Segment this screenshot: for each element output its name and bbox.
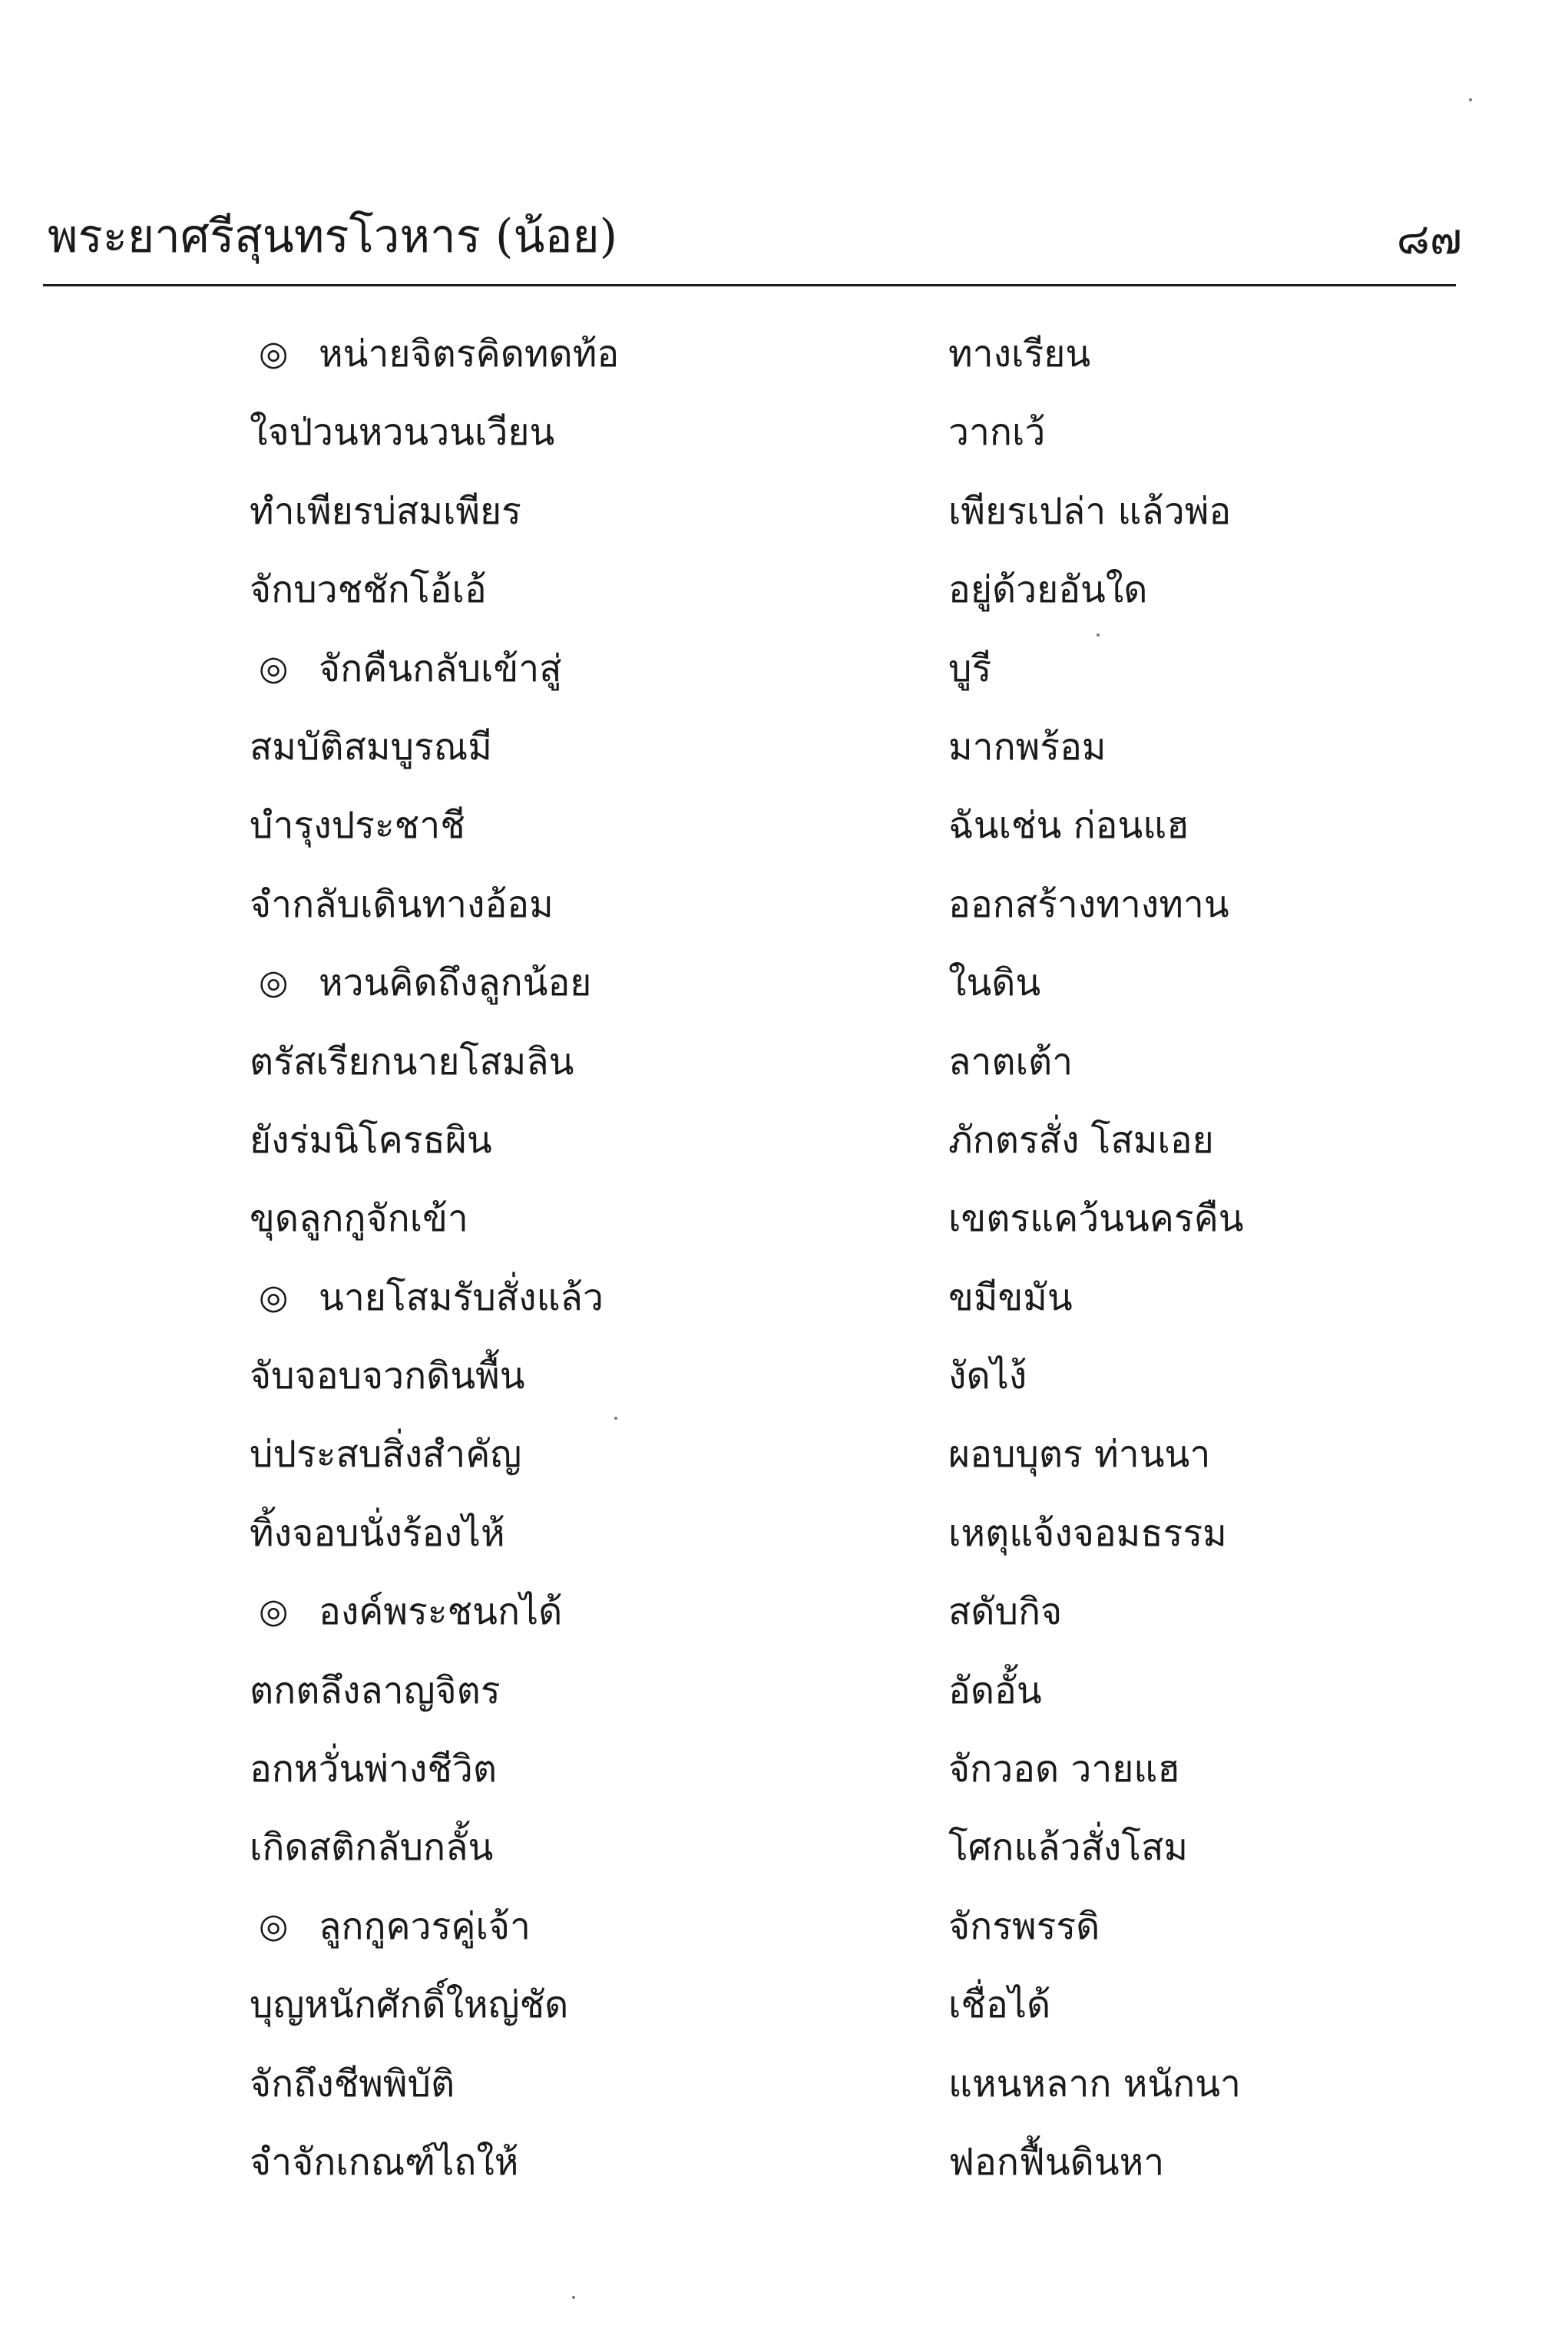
verse-line [0,1415,1568,1493]
stanza-mark-icon: ◎ [259,1592,289,1632]
stanza-mark-icon: ◎ [259,1277,289,1317]
verse-line [0,2123,1568,2201]
paper-speck [1097,633,1100,637]
verse-right-hemistich: ทางเรียน [948,332,1091,375]
verse-right-hemistich: ภักตรสั่ง โสมเอย [948,1118,1214,1162]
verse-line [0,1494,1568,1573]
verse-lines [0,315,1568,2201]
verse-left-text: ยังร่มนิโครธผิน [250,1118,492,1162]
verse-left-text: นายโสมรับสั่งแล้ว [319,1275,604,1319]
verse-line [0,1573,1568,1651]
stanza-mark-icon: ◎ [259,1906,289,1946]
header-rule [43,284,1456,286]
verse-left-text: จักคืนกลับเข้าสู่ [319,647,562,690]
verse-left-hemistich [259,1258,604,1337]
verse-left-text: บ่ประสบสิ่งสำคัญ [250,1433,522,1477]
verse-left-text: จับจอบจวกดินพื้น [250,1354,525,1398]
verse-right-hemistich: เชื่อได้ [948,1983,1051,2027]
verse-right-hemistich: จักรพรรดิ [948,1904,1100,1948]
verse-line [0,1101,1568,1179]
verse-right-hemistich: วากเว้ [948,411,1046,455]
verse-left-hemistich [250,1023,574,1101]
verse-left-hemistich [250,1101,492,1179]
verse-left-text: ใจป่วนหวนวนเวียน [250,411,555,455]
verse-left-text: ขุดลูกกูจักเข้า [250,1197,468,1241]
verse-right-hemistich: บูรี [948,647,992,690]
verse-right-hemistich: มากพร้อม [948,725,1107,769]
verse-left-text: จักถึงชีพพิบัติ [250,2062,455,2105]
verse-left-hemistich [250,551,487,629]
page-header-title: พระยาศรีสุนทรโวหาร (น้อย) [48,210,618,263]
verse-left-text: บุญหนักศักดิ์ใหญ่ชัด [250,1983,569,2027]
verse-left-hemistich [259,315,620,393]
verse-left-hemistich [250,1808,493,1887]
verse-left-hemistich [259,630,562,708]
verse-right-hemistich: ผอบบุตร ท่านนา [948,1433,1211,1477]
verse-left-hemistich [250,472,521,551]
verse-left-text: ทิ้งจอบนั่งร้องไห้ [250,1511,505,1555]
verse-line [0,393,1568,471]
verse-left-text: ตรัสเรียกนายโสมลิน [250,1040,574,1083]
verse-left-text: เกิดสติกลับกลั้น [250,1826,494,1870]
verse-left-hemistich [250,2123,518,2201]
verse-left-text: จักบวชชักโอ้เอ้ [250,568,487,612]
verse-right-hemistich: เพียรเปล่า แล้วพ่อ [948,489,1232,533]
verse-left-hemistich [250,1337,525,1415]
verse-line [0,944,1568,1022]
verse-line [0,1652,1568,1730]
verse-line [0,708,1568,786]
verse-right-hemistich: อยู่ด้วยอันใด [948,568,1148,612]
verse-right-hemistich: สดับกิจ [948,1590,1063,1634]
verse-line [0,630,1568,708]
verse-left-text: สมบัติสมบูรณมี [250,725,492,769]
verse-left-hemistich [259,944,592,1022]
verse-right-hemistich: จักวอด วายแฮ [948,1748,1180,1791]
verse-right-hemistich: งัดไง้ [948,1354,1027,1398]
verse-left-hemistich [250,1652,501,1730]
verse-line [0,786,1568,865]
verse-line [0,472,1568,551]
verse-left-hemistich [250,2045,455,2123]
verse-left-hemistich [250,708,492,786]
verse-line [0,1808,1568,1887]
verse-line [0,1258,1568,1337]
verse-left-hemistich [250,393,554,471]
verse-right-hemistich: โศกแล้วสั่งโสม [948,1826,1189,1870]
verse-line [0,1023,1568,1101]
verse-left-hemistich [250,1494,505,1573]
verse-right-hemistich: ออกสร้างทางทาน [948,882,1229,926]
paper-speck [614,1417,617,1420]
verse-right-hemistich: ขมีขมัน [948,1275,1073,1319]
verse-left-hemistich [250,1966,568,2044]
verse-left-text: จำกลับเดินทางอ้อม [250,882,554,926]
verse-left-hemistich [250,865,554,944]
verse-left-text: บำรุงประชาชี [250,804,465,848]
verse-left-text: จำจักเกณฑ์ไถให้ [250,2140,519,2184]
verse-line [0,1966,1568,2044]
verse-line [0,1887,1568,1966]
verse-right-hemistich: ในดิน [948,961,1041,1005]
verse-left-text: หวนคิดถึงลูกน้อย [319,961,592,1005]
verse-right-hemistich: แหนหลาก หนักนา [948,2062,1241,2105]
verse-line [0,315,1568,393]
verse-right-hemistich: เหตุแจ้งจอมธรรม [948,1511,1227,1555]
paper-speck [572,2296,575,2299]
verse-left-text: ทำเพียรบ่สมเพียร [250,489,521,533]
verse-left-hemistich [250,786,465,865]
verse-line [0,1730,1568,1808]
stanza-mark-icon: ◎ [259,334,289,373]
paper-speck [1469,98,1472,101]
verse-line [0,2045,1568,2123]
verse-right-hemistich: ลาตเต้า [948,1040,1073,1083]
verse-left-hemistich [250,1179,468,1258]
verse-left-hemistich [259,1573,563,1651]
verse-right-hemistich: ฟอกฟื้นดินหา [948,2140,1165,2184]
verse-line [0,865,1568,944]
verse-line [0,1179,1568,1258]
verse-right-hemistich: เขตรแคว้นนครคืน [948,1197,1244,1241]
verse-line [0,1337,1568,1415]
verse-line [0,551,1568,629]
verse-right-hemistich: ฉันเช่น ก่อนแฮ [948,804,1189,848]
verse-left-hemistich [250,1730,497,1808]
page-number: ๘๗ [1396,214,1462,264]
stanza-mark-icon: ◎ [259,963,289,1003]
verse-left-text: ตกตลึงลาญจิตร [250,1669,501,1712]
verse-left-text: อกหวั่นพ่างชีวิต [250,1748,498,1791]
verse-left-hemistich [259,1887,531,1966]
stanza-mark-icon: ◎ [259,648,289,688]
verse-left-hemistich [250,1415,521,1493]
verse-left-text: หน่ายจิตรคิดทดท้อ [319,332,620,375]
verse-left-text: ลูกกูควรคู่เจ้า [319,1904,531,1948]
verse-right-hemistich: อัดอั้น [948,1669,1042,1712]
verse-left-text: องค์พระชนกได้ [319,1590,563,1634]
